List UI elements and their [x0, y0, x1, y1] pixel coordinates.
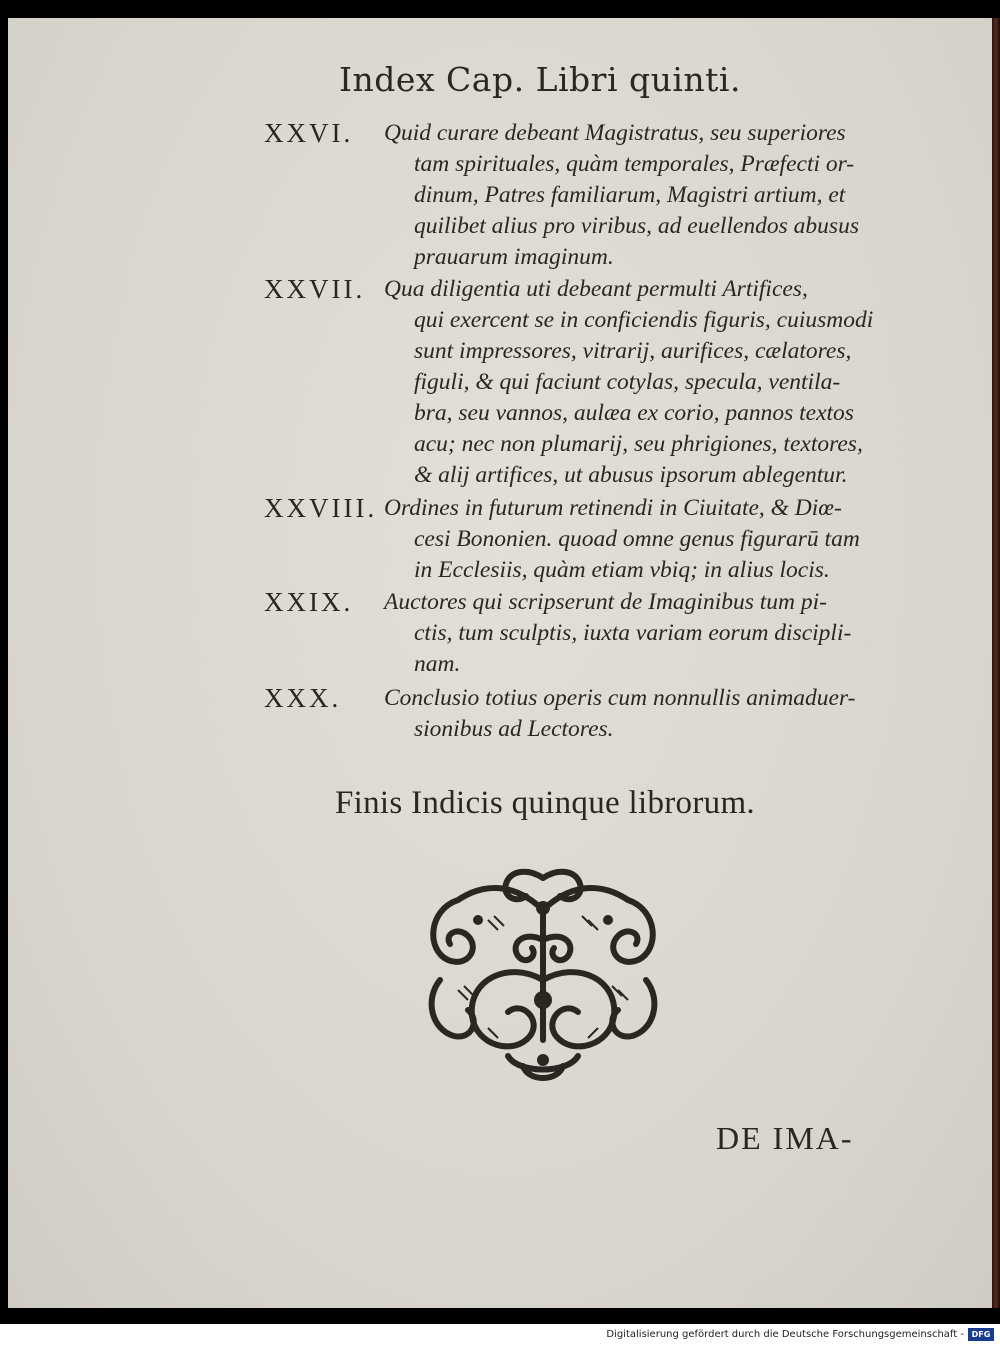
- floral-ornament-icon: [418, 860, 668, 1086]
- chapter-description: [384, 118, 892, 273]
- text-line: ctis, tum sculptis, iuxta variam eorum discipli-: [414, 620, 852, 646]
- running-title: Index Cap. Libri quinti.: [339, 60, 741, 99]
- footer-credit: Digitalisierung gefördert durch die Deutsche Forschungsgemeinschaft -: [606, 1329, 964, 1340]
- text-line: figuli, & qui faciunt cotylas, specula, ventila-: [414, 369, 841, 395]
- catchword: DE IMA-: [716, 1120, 854, 1156]
- chapter-numeral: XXIX.: [264, 587, 354, 617]
- chapter-numeral: XXVII.: [264, 274, 366, 304]
- text-line: Qua diligentia uti debeant permulti Artifices,: [384, 276, 808, 302]
- text-line: tam spirituales, quàm temporales, Præfecti or-: [414, 151, 855, 177]
- text-line: qui exercent se in conficiendis figuris, cuiusmodi: [414, 307, 874, 333]
- dfg-logo-icon: DFG: [968, 1328, 994, 1341]
- book-edge: [992, 18, 1000, 1308]
- text-line: in Ecclesiis, quàm etiam vbiq; in alius locis.: [414, 557, 830, 583]
- digitization-footer: [0, 1324, 1000, 1346]
- text-line: sunt impressores, vitrarij, aurifices, cælatores,: [414, 338, 852, 364]
- chapter-numeral: XXX.: [264, 683, 342, 713]
- text-line: nam.: [414, 651, 461, 677]
- text-line: prauarum imaginum.: [414, 244, 614, 270]
- text-line: acu; nec non plumarij, seu phrigiones, textores,: [414, 431, 863, 457]
- chapter-description: [384, 493, 892, 586]
- text-line: bra, seu vannos, aulæa ex corio, pannos textos: [414, 400, 854, 426]
- text-line: Conclusio totius operis cum nonnullis animaduer-: [384, 685, 856, 711]
- chapter-description: [384, 274, 892, 491]
- text-line: & alij artifices, ut abusus ipsorum ablegentur.: [414, 462, 848, 488]
- text-line: sionibus ad Lectores.: [414, 716, 614, 742]
- chapter-numeral: XXVI.: [264, 118, 354, 148]
- chapter-description: [384, 587, 892, 680]
- chapter-description: [384, 683, 892, 745]
- text-line: dinum, Patres familiarum, Magistri artium, et: [414, 182, 846, 208]
- finis-line: Finis Indicis quinque librorum.: [335, 785, 755, 821]
- chapter-numeral: XXVIII.: [264, 493, 378, 523]
- text-line: Auctores qui scripserunt de Imaginibus tum pi-: [384, 589, 827, 615]
- text-line: Ordines in futurum retinendi in Ciuitate, & Diœ-: [384, 495, 842, 521]
- text-line: quilibet alius pro viribus, ad euellendos abusus: [414, 213, 859, 239]
- text-line: Quid curare debeant Magistratus, seu superiores: [384, 120, 846, 146]
- text-line: cesi Bononien. quoad omne genus figurarū tam: [414, 526, 860, 552]
